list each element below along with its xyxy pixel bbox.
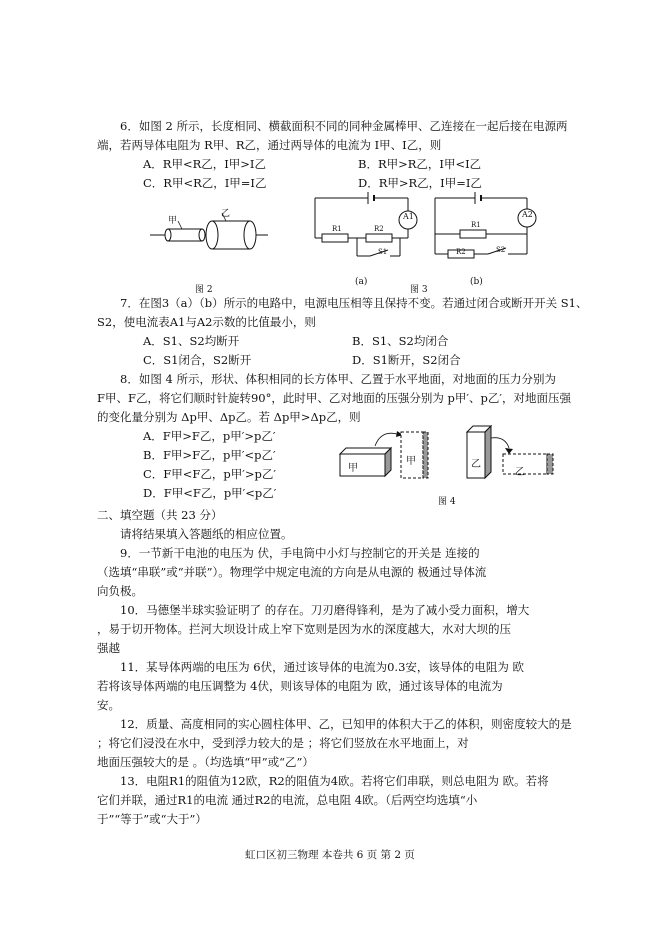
q11-line-1: 11．某导体两端的电压为 6伏，通过该导体的电流为0.3安，该导体的电阻为 欧	[120, 660, 525, 674]
fig3-sub-a: (a)	[355, 277, 368, 287]
fig3-ammeter-a1: A1	[403, 212, 414, 221]
q8-option-c: C．F甲<F乙，p甲′>p乙′	[143, 467, 276, 481]
q8-line-3: 的变化量分别为 Δp甲、Δp乙。若 Δp甲>Δp乙，则	[97, 410, 361, 424]
q7-line-1: 7．在图3（a）（b）所示的电路中，电源电压相等且保持不变。若通过闭合或断开开关 S1、	[120, 296, 588, 310]
q8-line-2: F甲、F乙，将它们顺时针旋转90°，此时甲、乙对地面的压强分别为 p甲′、p乙′，对地面压强	[97, 391, 571, 405]
fig3-caption: 图 3	[410, 285, 428, 295]
fig2-label-yi: 乙	[221, 209, 231, 219]
q8-option-a: A．F甲>F乙，p甲′>p乙′	[143, 429, 276, 443]
figure-3a-circuit	[310, 190, 425, 275]
figure-4-blocks	[335, 418, 565, 490]
q7-option-d: D．S1断开，S2闭合	[352, 353, 461, 367]
q6-line-1: 6．如图 2 所示，长度相同、横截面积不同的同种金属棒甲、乙连接在一起后接在电源两	[120, 119, 568, 133]
q6-line-2: 端，若两导体电阻为 R甲、R乙，通过两导体的电流为 I甲、I乙，则	[97, 138, 442, 152]
q13-line-2: 它们并联，通过R1的电流 通过R2的电流，总电阻 4欧。（后两空均选填“小	[97, 793, 478, 807]
q6-option-b: B．R甲>R乙，I甲<I乙	[358, 157, 482, 171]
q6-option-c: C．R甲<R乙，I甲=I乙	[143, 176, 267, 190]
q7-option-a: A．S1、S2均断开	[143, 334, 240, 348]
fig4-label-jia-1: 甲	[348, 463, 358, 474]
q7-option-c: C．S1闭合，S2断开	[143, 353, 252, 367]
q9-line-3: 向负极。	[97, 584, 143, 598]
fig3b-s2-label: S2	[496, 246, 506, 254]
q8-line-1: 8．如图 4 所示，形状、体积相同的长方体甲、乙置于水平地面，对地面的压力分别为	[120, 372, 556, 386]
fig3-sub-b: (b)	[470, 277, 483, 287]
q10-line-3: 强越	[97, 641, 120, 655]
q12-line-2: ；将它们浸没在水中，受到浮力较大的是 ；将它们竖放在水平地面上，对	[97, 736, 469, 750]
page-footer: 虹口区初三物理 本卷共 6 页 第 2 页	[245, 849, 415, 861]
figure-3b-circuit	[430, 190, 545, 275]
fig3a-r1-label: R1	[332, 225, 342, 233]
fig4-caption: 图 4	[438, 497, 456, 507]
q12-line-1: 12．质量、高度相同的实心圆柱体甲、乙，已知甲的体积大于乙的体积，则密度较大的是	[120, 717, 572, 731]
q10-line-2: ，易于切开物体。拦河大坝设计成上窄下宽则是因为水的深度越大，水对大坝的压	[97, 622, 511, 636]
fig3-ammeter-a2: A2	[522, 210, 533, 219]
q9-line-1: 9．一节新干电池的电压为 伏，手电筒中小灯与控制它的开关是 连接的	[120, 546, 480, 560]
q8-option-d: D．F甲<F乙，p甲′<p乙′	[143, 486, 277, 500]
q7-option-b: B．S1、S2均闭合	[352, 334, 449, 348]
section-2-instruction: 请将结果填入答题纸的相应位置。	[120, 527, 293, 541]
fig4-label-jia-2: 甲	[406, 456, 416, 467]
q8-option-b: B．F甲>F乙，p甲′<p乙′	[143, 448, 276, 462]
fig2-label-jia: 甲	[168, 216, 178, 226]
q7-line-2: S2，使电流表A1与A2示数的比值最小，则	[97, 315, 316, 329]
fig3b-r1-label: R1	[471, 221, 481, 229]
q11-line-2: 若将该导体两端的电压调整为 4伏，则该导体的电阻为 欧，通过该导体的电流为	[97, 679, 503, 693]
fig2-caption: 图 2	[195, 285, 213, 295]
q12-line-3: 地面压强较大的是 。（均选填“甲”或“乙”）	[97, 755, 314, 769]
fig4-label-yi-2: 乙	[515, 467, 525, 478]
fig3b-r2-label: R2	[456, 248, 466, 256]
q9-line-2: （选填“串联”或“并联”）。物理学中规定电流的方向是从电源的 极通过导体流	[97, 565, 487, 579]
q10-line-1: 10．马德堡半球实验证明了 的存在。刀刃磨得锋利，是为了减小受力面积，增大	[120, 603, 530, 617]
q6-option-a: A．R甲<R乙，I甲>I乙	[143, 157, 266, 171]
q11-line-3: 安。	[97, 698, 120, 712]
fig4-label-yi-1: 乙	[471, 459, 481, 470]
q13-line-1: 13．电阻R1的阻值为12欧，R2的阻值为4欧。若将它们串联，则总电阻为 欧。若将	[120, 774, 549, 788]
fig3a-s1-label: S1	[378, 248, 388, 256]
section-2-title: 二、填空题（共 23 分）	[97, 508, 223, 522]
fig3a-r2-label: R2	[374, 225, 384, 233]
q13-line-3: 于”“等于”或“大于”）	[97, 812, 207, 826]
q6-option-d: D．R甲>R乙，I甲=I乙	[358, 176, 482, 190]
